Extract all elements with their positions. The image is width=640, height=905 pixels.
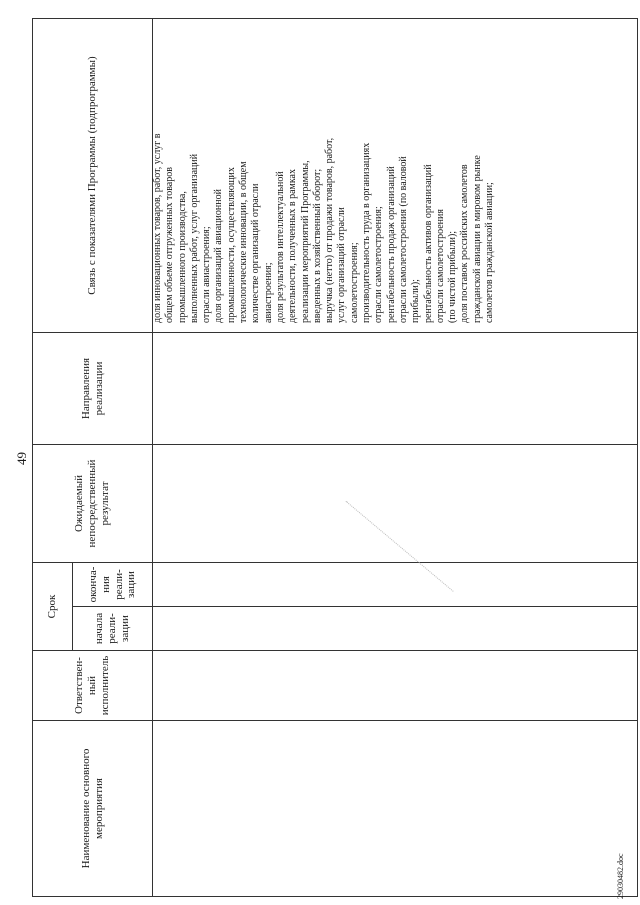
cell-responsible bbox=[153, 651, 638, 721]
header-direction: Направления реализации bbox=[33, 333, 153, 445]
header-link: Связь с показателями Программы (подпрограммы) bbox=[33, 19, 153, 333]
header-result: Ожидаемый непосредственный результат bbox=[33, 445, 153, 563]
indicator-line: производительность труда в организациях bbox=[361, 142, 373, 323]
indicator-line: отрасли авиастроения; bbox=[201, 226, 213, 323]
indicator-line: авиастроения; bbox=[262, 262, 274, 323]
cell-direction bbox=[153, 333, 638, 445]
indicator-line: услуг организаций отрасли bbox=[336, 207, 348, 323]
indicator-line: выполненных работ, услуг организаций bbox=[188, 153, 200, 323]
cell-term-end bbox=[153, 563, 638, 607]
indicator-line: рентабельность активов организаций bbox=[422, 164, 434, 323]
cell-result bbox=[153, 445, 638, 563]
header-term-end: оконча-ния реали-зации bbox=[73, 563, 153, 607]
page-number: 49 bbox=[14, 452, 29, 465]
indicator-line: самолетостроения; bbox=[348, 242, 360, 323]
indicator-line: выручка (нетто) от продажи товаров, работ, bbox=[324, 137, 336, 323]
indicator-line: промышленного производства, bbox=[176, 191, 188, 323]
cell-name bbox=[153, 721, 638, 897]
document-id: 29030482.doc bbox=[616, 853, 625, 899]
indicator-line: общем объеме отгруженных товаров bbox=[164, 167, 176, 323]
header-name: Наименование основного мероприятия bbox=[33, 721, 153, 897]
indicator-line: гражданской авиации в мировом рынке bbox=[471, 155, 483, 323]
indicator-line: рентабельность продаж организаций bbox=[385, 166, 397, 323]
indicator-line: отрасли самолетостроения; bbox=[373, 206, 385, 323]
indicator-line: доля инновационных товаров, работ, услуг в bbox=[152, 133, 163, 323]
indicator-line: доля результатов интеллектуальной bbox=[274, 171, 286, 323]
indicator-line: доля поставок российских самолетов bbox=[459, 164, 471, 323]
indicator-line: самолетов гражданской авиации; bbox=[484, 182, 496, 323]
indicator-line: (по чистой прибыли); bbox=[447, 230, 459, 323]
indicator-line: количестве организаций отрасли bbox=[250, 183, 262, 323]
indicator-line: отрасли самолетостроения bbox=[434, 209, 446, 323]
indicator-line: реализации мероприятий Программы, bbox=[299, 160, 311, 323]
header-term-start: начала реали-зации bbox=[73, 607, 153, 651]
indicator-line: деятельности, полученных в рамках bbox=[287, 169, 299, 323]
indicator-line: прибыли); bbox=[410, 279, 422, 323]
indicator-line: технологические инновации, в общем bbox=[238, 161, 250, 323]
header-responsible: Ответствен-ный исполнитель bbox=[33, 651, 153, 721]
indicators-list bbox=[152, 7, 496, 323]
indicator-line: введенных в хозяйственный оборот; bbox=[311, 168, 323, 323]
indicator-line: отрасли самолетостроения (по валовой bbox=[397, 156, 409, 323]
indicator-line: доля организаций авиационной bbox=[213, 189, 225, 323]
indicator-line: промышленности, осуществляющих bbox=[225, 167, 237, 323]
header-term: Срок bbox=[33, 563, 73, 651]
cell-term-start bbox=[153, 607, 638, 651]
